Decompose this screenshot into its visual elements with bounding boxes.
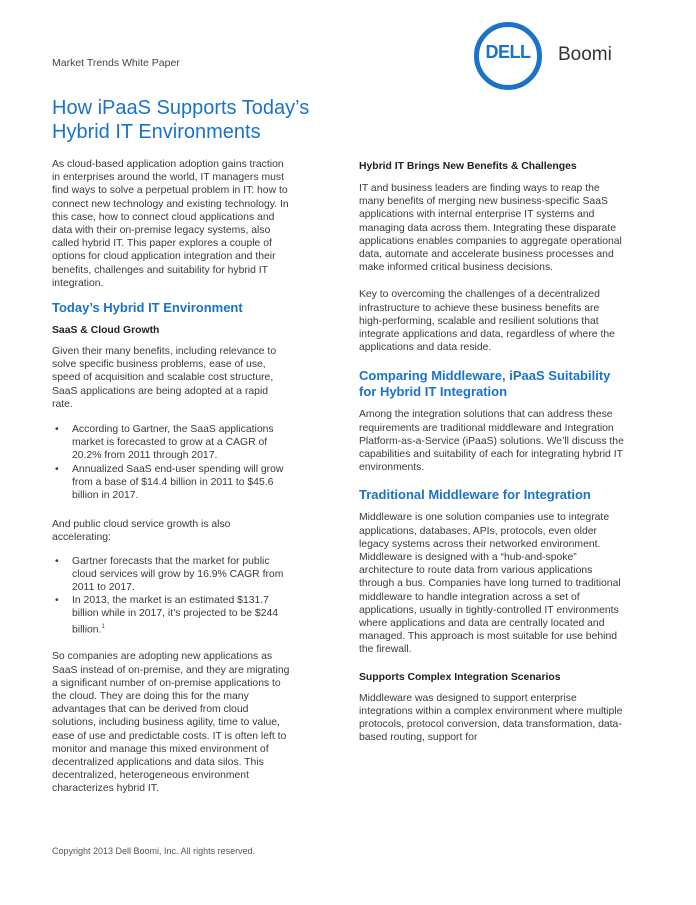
comparing-paragraph: Among the integration solutions that can address these requirements are traditional middleware and Integration Platform-as-a-Service (iPaaS) solutions. We’ll discuss the capabilities and suitability of each for integrating hybrid IT environments. [359, 409, 624, 474]
copyright-footer: Copyright 2013 Dell Boomi, Inc. All rights reserved. [52, 846, 256, 856]
list-item: • Annualized SaaS end-user spending will grow from a base of $14.4 billion in 2011 to $45.6 billion in 2017. [52, 463, 290, 503]
document-type-label: Market Trends White Paper [52, 57, 180, 69]
footnote-marker: 1 [101, 623, 105, 630]
public-cloud-paragraph: And public cloud service growth is also accelerating: [52, 519, 231, 544]
title-line-2: Hybrid IT Environments [52, 121, 261, 143]
list-item [52, 594, 290, 636]
subheading-saas-cloud-growth: SaaS & Cloud Growth [52, 325, 160, 337]
heading-traditional-middleware: Traditional Middleware for Integration [359, 487, 591, 503]
dell-boomi-logo [474, 22, 634, 92]
list-item: • According to Gartner, the SaaS applications market is forecasted to grow at a CAGR of 20.2% from 2011 through 2017. [52, 423, 290, 463]
list-item: • Gartner forecasts that the market for public cloud services will grow by 16.9% CAGR from 2011 to 2017. [52, 555, 290, 595]
saas-paragraph: Given their many benefits, including relevance to solve specific business problems, ease of use, speed of acquisition and scalable cost structure, SaaS applications are being adopted at a rapid rate. [52, 346, 277, 410]
benefits-paragraph: IT and business leaders are finding ways to reap the many benefits of merging new business-specific SaaS applications with internal enterprise IT systems and managing data across them. Integrating these disparate applications enables companies to aggregate operational data, automate and accelerate business processes and make informed critical business decisions. [359, 183, 622, 274]
boomi-logo-text: Boomi [558, 44, 612, 65]
saas-bullet-list [52, 423, 290, 502]
list-item-text: In 2013, the market is an estimated $131.7 billion while in 2017, it’s projected to be $244 billion. [72, 595, 279, 636]
intro-paragraph: As cloud-based application adoption gains traction in enterprises around the world, IT managers must find ways to solve a perpetual problem in IT: how to connect new technology and existing technology. In this case, how to connect cloud applications and data with their on-premise legacy systems, also called hybrid IT. This paper explores a couple of options for cloud application integration and their benefits, challenges and suitability for hybrid IT integration. [52, 159, 289, 289]
heading-hybrid-it-environment: Today’s Hybrid IT Environment [52, 300, 243, 316]
public-cloud-bullet-list [52, 555, 290, 637]
adoption-paragraph: So companies are adopting new applications as SaaS instead of on-premise, and they are migrating a significant number of on-premise applications to the cloud. They are doing this for the many advantages that can be derived from cloud solutions, including business agility, time to value, ease of use and predictable costs. IT is often left to monitor and manage this mixed environment of decentralized applications and data silos. This decentralized, heterogeneous environment characterizes hybrid IT. [52, 651, 290, 795]
subheading-new-benefits-challenges: Hybrid IT Brings New Benefits & Challenges [359, 161, 577, 172]
title-line-1: How iPaaS Supports Today’s [52, 97, 310, 119]
key-paragraph: Key to overcoming the challenges of a decentralized infrastructure to achieve these business benefits are high-performing, scalable and resilient solutions that integrate applications and data, regardless of where the applications and data reside. [359, 289, 615, 354]
left-column [52, 158, 290, 806]
page-title [52, 96, 352, 144]
middleware-paragraph: Middleware is one solution companies use to integrate applications, databases, APIs, protocols, even older legacy systems across their networked environment. Middleware is designed with a “hub-and-spoke” architecture to route data from various applications through a bus. Companies have long turned to traditional middleware to handle integration across a set of applications, usually in tightly-controlled IT environments where applications and data are centrally located and managed. This approach is most suitable for use behind the firewall. [359, 512, 621, 656]
heading-comparing-middleware-ipaas: Comparing Middleware, iPaaS Suitability for Hybrid IT Integration [359, 368, 611, 400]
dell-logo-text: DELL [485, 42, 531, 62]
complex-integration-paragraph: Middleware was designed to support enterprise integrations within a complex environment where multiple protocols, protocol conversion, data transformation, data-based routing, support for [359, 692, 623, 744]
right-column [359, 160, 625, 755]
subheading-complex-integration: Supports Complex Integration Scenarios [359, 671, 561, 683]
